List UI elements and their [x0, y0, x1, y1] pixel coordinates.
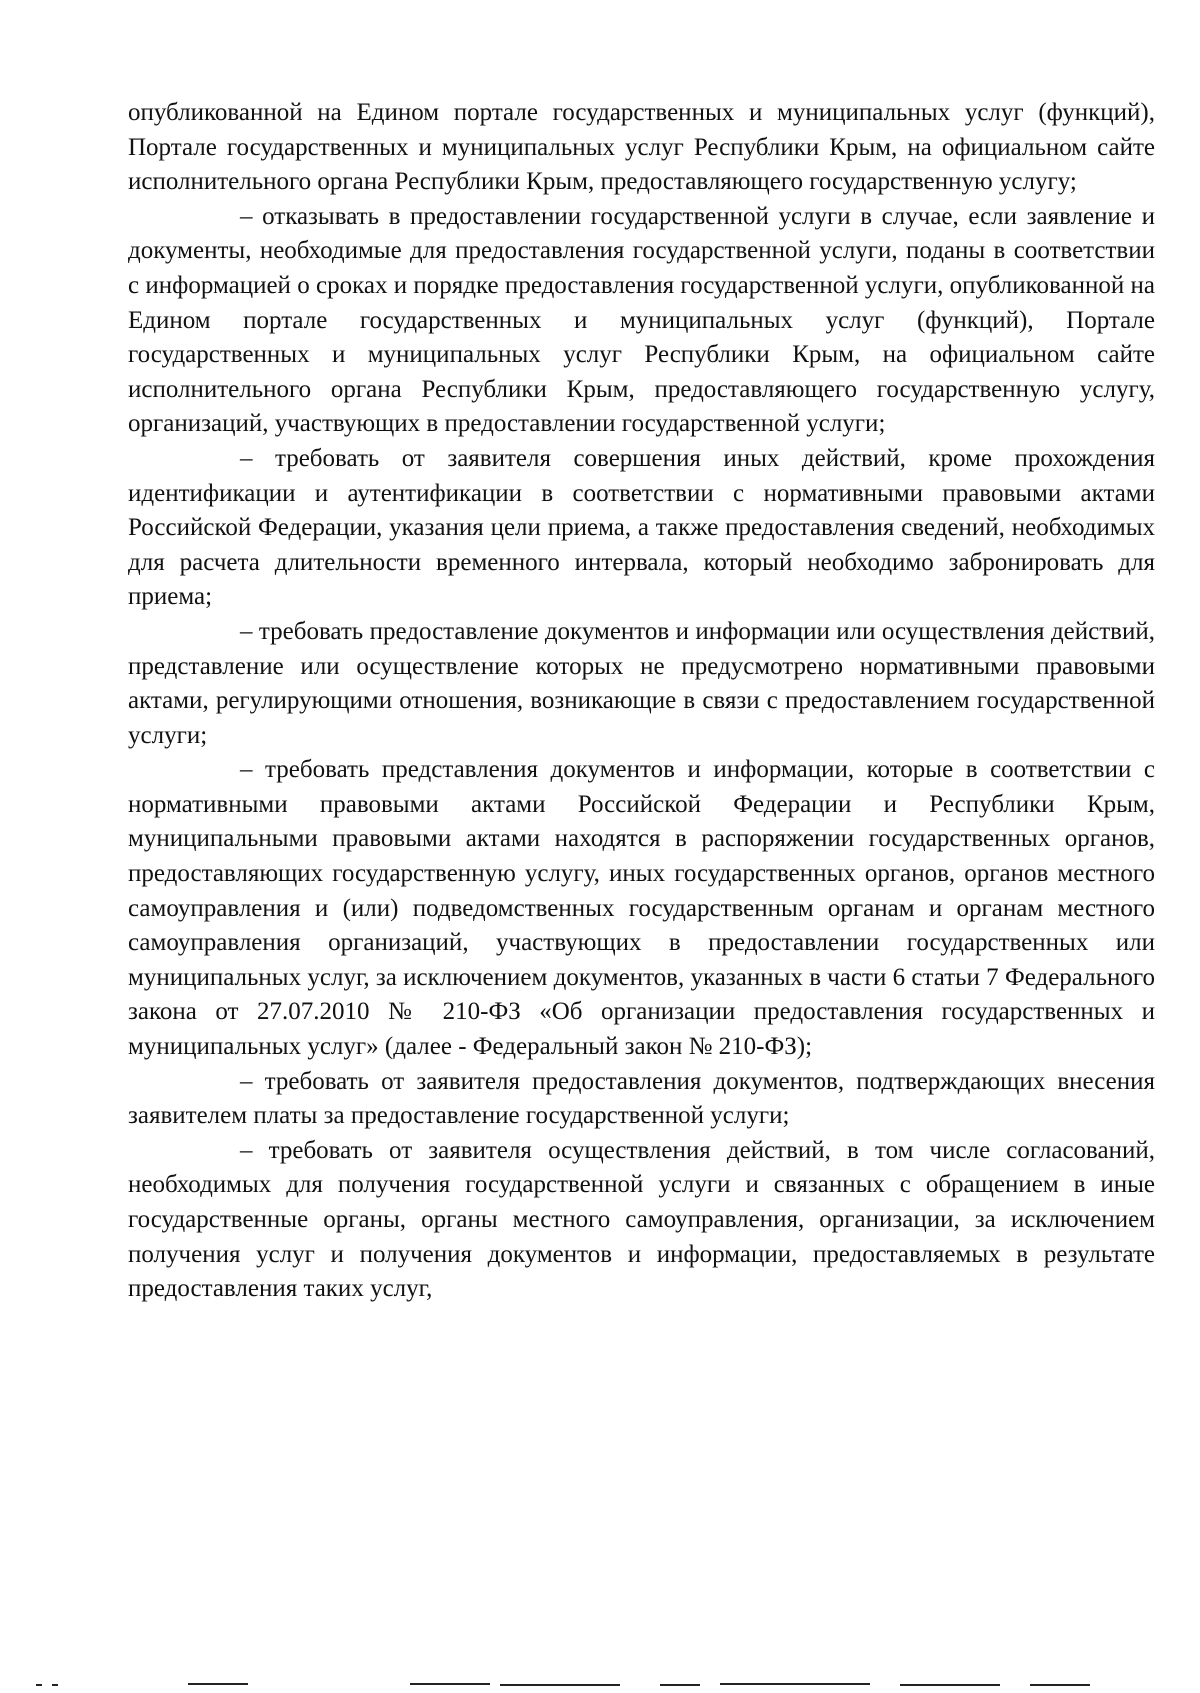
paragraph-refuse-service: – отказывать в предоставлении государственной услуги в случае, если заявление и документы, необходимые для предоставления государственной услуги, поданы в соответствии с информацией о сроках и порядке предоставления государственной услуги, опубликованной на Едином портале государственных и муниципальных услуг (функций), Портале государственных и муниципальных услуг Республики Крым, на официальном сайте исполнительного органа Республики Крым, предоставляющего государственную услугу, организаций, участвующих в предоставлении государственной услуги; [128, 202, 1155, 438]
paragraph-extra-documents: – требовать предоставление документов и информации или осуществления действий, представление или осуществление которых не предусмотрено нормативными правовыми актами, регулирующими отношения, возникающие в связи с предоставлением государственной услуги; [128, 617, 1155, 749]
paragraph-documents-in-possession: – требовать представления документов и информации, которые в соответствии с нормативными правовыми актами Российской Федерации и Республики Крым, муниципальными правовыми актами находятся в распоряжении государственных органов, предоставляющих государственную услугу, иных государственных органов, органов местного самоуправления и (или) подведомственных государственным органам и органам местного самоуправления организаций, участвующих в предоставлении государственных или муниципальных услуг, за исключением документов, указанных в части 6 статьи 7 Федерального закона от 27.07.2010 № 210-ФЗ «Об организации предоставления государственных и муниципальных услуг» (далее - Федеральный закон № 210-ФЗ); [128, 756, 1155, 1061]
scan-artifact-line [720, 1683, 870, 1685]
paragraph-continuation: опубликованной на Едином портале государственных и муниципальных услуг (функций), Портале государственных и муниципальных услуг Республики Крым, на официальном сайте исполнительного органа Республики Крым, предоставляющего государственную услугу; [128, 99, 1155, 196]
scan-artifact-line [660, 1684, 700, 1686]
paragraph-approvals: – требовать от заявителя осуществления действий, в том числе согласований, необходимых для получения государственной услуги и связанных с обращением в иные государственные органы, органы местного самоуправления, организации, за исключением получения услуг и получения документов и информации, предоставляемых в результате предоставления таких услуг, [128, 1136, 1155, 1303]
body-text [128, 96, 1155, 1307]
scan-artifact-line [500, 1684, 620, 1686]
scan-artifact-line [1030, 1684, 1090, 1686]
scan-artifact-line [52, 1684, 58, 1686]
paragraph-payment-proof: – требовать от заявителя предоставления документов, подтверждающих внесения заявителем платы за предоставление государственной услуги; [128, 1067, 1155, 1130]
scan-artifact-line [900, 1684, 1000, 1686]
scan-artifact-line [188, 1683, 248, 1685]
scan-artifact-line [410, 1683, 490, 1685]
scan-artifact-line [36, 1684, 42, 1686]
paragraph-identification: – требовать от заявителя совершения иных действий, кроме прохождения идентификации и аутентификации в соответствии с нормативными правовыми актами Российской Федерации, указания цели приема, а также предоставления сведений, необходимых для расчета длительности временного интервала, который необходимо забронировать для приема; [128, 444, 1155, 611]
